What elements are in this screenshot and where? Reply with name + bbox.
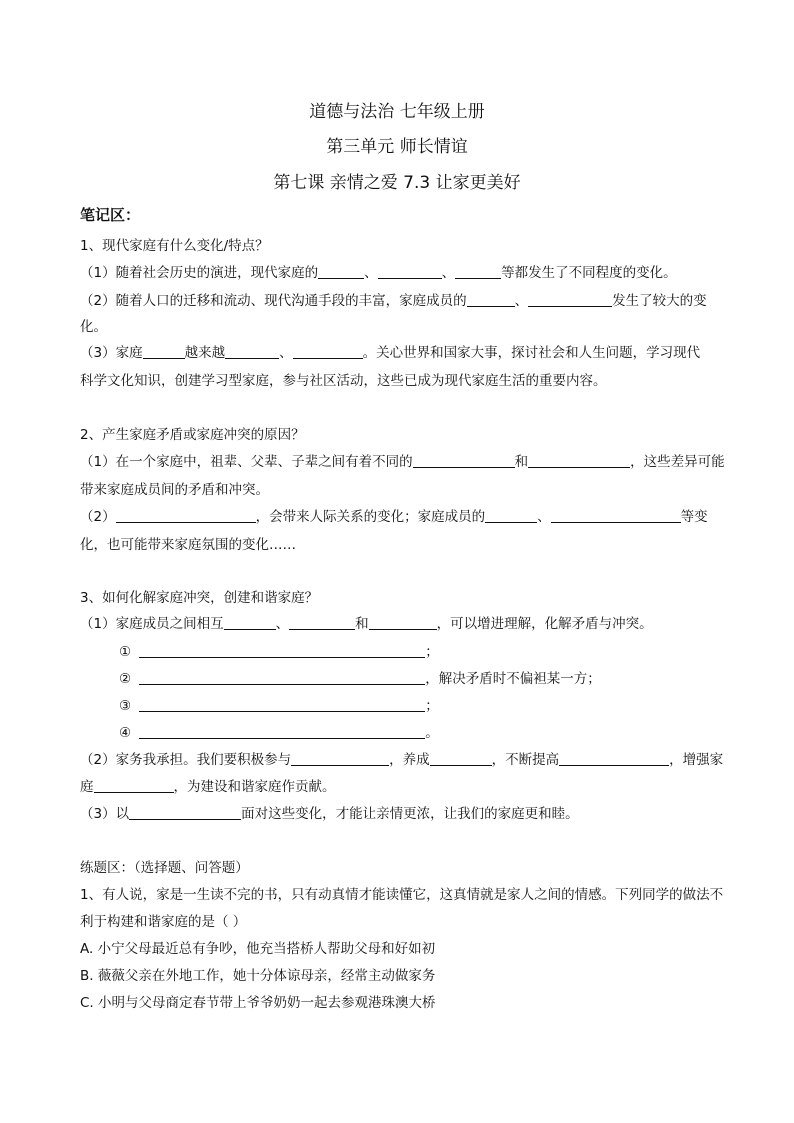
text: 面对这些变化，才能让亲情更浓，让我们的家庭更和睦。 <box>241 806 579 822</box>
q2-p1-cont: 带来家庭成员间的矛盾和冲突。 <box>80 482 269 498</box>
fill-blank[interactable] <box>139 697 425 712</box>
text: 等都发生了不同程度的变化。 <box>501 265 677 281</box>
text: ，养成 <box>389 752 430 768</box>
text: ，可以增进理解，化解矛盾与冲突。 <box>436 616 653 632</box>
q1-p3-cont: 科学文化知识，创建学习型家庭，参与社区活动，这些已成为现代家庭生活的重要内容。 <box>80 373 607 389</box>
fill-blank[interactable] <box>289 615 355 630</box>
practice-q1-cont: 利于构建和谐家庭的是（ ） <box>80 914 247 930</box>
fill-blank[interactable] <box>129 805 241 820</box>
subject-title: 道德与法治 七年级上册 <box>309 102 485 122</box>
text: 越来越 <box>184 345 226 361</box>
item-tail: ，解决矛盾时不偏袒某一方； <box>425 671 601 687</box>
text: （1）随着社会历史的演进，现代家庭的 <box>80 265 319 281</box>
fill-blank[interactable] <box>94 778 174 793</box>
text: ，为建设和谐家庭作贡献。 <box>173 779 336 795</box>
fill-blank[interactable] <box>528 292 612 307</box>
fill-blank[interactable] <box>455 264 501 279</box>
item-number: ④ <box>118 725 132 741</box>
q2-p2-cont: 化，也可能带来家庭氛围的变化…… <box>80 537 296 553</box>
q1-p1 <box>80 263 677 283</box>
fill-blank[interactable] <box>369 615 437 630</box>
option-a[interactable]: A. 小宁父母最近总有争吵，他充当搭桥人帮助父母和好如初 <box>80 941 436 957</box>
q3-title: 3、如何化解家庭冲突，创建和谐家庭？ <box>80 590 319 606</box>
fill-blank[interactable] <box>139 670 425 685</box>
option-b[interactable]: B. 薇薇父亲在外地工作，她十分体谅母亲，经常主动做家务 <box>80 968 436 984</box>
q1-p2-cont: 化。 <box>80 319 107 335</box>
fill-blank[interactable] <box>528 453 630 468</box>
fill-blank[interactable] <box>318 264 364 279</box>
fill-blank[interactable] <box>467 292 515 307</box>
item-tail: 。 <box>425 725 439 741</box>
item-number: ③ <box>118 698 132 714</box>
q1-title: 1、现代家庭有什么变化/特点？ <box>80 238 269 254</box>
comma: 、 <box>364 265 378 281</box>
q3-p2 <box>80 750 723 770</box>
text: 庭 <box>80 779 94 795</box>
text: （1）家庭成员之间相互 <box>80 616 224 632</box>
comma: 、 <box>537 509 551 525</box>
text: ，增强家 <box>669 752 724 768</box>
fill-blank[interactable] <box>559 751 669 766</box>
text: （3）以 <box>80 806 130 822</box>
item-number: ② <box>118 671 132 687</box>
q3-item-1 <box>115 642 439 662</box>
q3-item-4 <box>115 723 439 743</box>
text: ，这些差异可能 <box>630 454 725 470</box>
fill-blank[interactable] <box>225 344 279 359</box>
text: （3）家庭 <box>80 345 143 361</box>
notes-label: 笔记区： <box>80 206 141 224</box>
fill-blank[interactable] <box>293 344 363 359</box>
item-number: ① <box>118 644 132 660</box>
fill-blank[interactable] <box>139 724 425 739</box>
unit-title: 第三单元 师长情谊 <box>326 137 468 157</box>
item-tail: ； <box>425 698 439 714</box>
text: （2）随着人口的迁移和流动、现代沟通手段的丰富，家庭成员的 <box>80 293 467 309</box>
q1-p2 <box>80 291 707 311</box>
comma: 、 <box>514 293 529 309</box>
fill-blank[interactable] <box>430 751 492 766</box>
fill-blank[interactable] <box>378 264 442 279</box>
practice-q1: 1、有人说，家是一生读不完的书，只有动真情才能读懂它，这真情就是家人之间的情感。下列同学的做法不 <box>80 887 724 903</box>
fill-blank[interactable] <box>143 344 185 359</box>
q2-title: 2、产生家庭矛盾或家庭冲突的原因？ <box>80 427 305 443</box>
q1-p3 <box>80 343 700 363</box>
text: 和 <box>514 454 529 470</box>
fill-blank[interactable] <box>291 751 389 766</box>
text: （2） <box>80 509 116 525</box>
text: ，会带来人际关系的变化；家庭成员的 <box>255 509 486 525</box>
fill-blank[interactable] <box>139 643 425 658</box>
q3-item-3 <box>115 696 439 716</box>
item-tail: ； <box>425 644 439 660</box>
comma: 、 <box>275 616 290 632</box>
q3-p3 <box>80 804 579 824</box>
comma: 、 <box>279 345 293 361</box>
q3-item-2 <box>115 669 601 689</box>
q2-p1 <box>80 452 725 472</box>
comma: 、 <box>441 265 456 281</box>
text: 。关心世界和国家大事，探讨社会和人生问题，学习现代 <box>362 345 701 361</box>
practice-label: 练题区：（选择题、问答题） <box>80 860 249 876</box>
text: （1）在一个家庭中，祖辈、父辈、子辈之间有着不同的 <box>80 454 413 470</box>
fill-blank[interactable] <box>413 453 515 468</box>
fill-blank[interactable] <box>116 508 256 523</box>
q2-p2 <box>80 507 708 527</box>
q3-p2-cont <box>80 777 336 797</box>
fill-blank[interactable] <box>551 508 681 523</box>
text: 和 <box>355 616 369 632</box>
q3-p1 <box>80 614 653 634</box>
text: 发生了较大的变 <box>612 293 707 309</box>
text: 等变 <box>680 509 708 525</box>
fill-blank[interactable] <box>224 615 276 630</box>
lesson-title: 第七课 亲情之爱 7.3 让家更美好 <box>273 173 521 193</box>
option-c[interactable]: C. 小明与父母商定春节带上爷爷奶奶一起去参观港珠澳大桥 <box>80 995 436 1011</box>
text: （2）家务我承担。我们要积极参与 <box>80 752 292 768</box>
fill-blank[interactable] <box>485 508 537 523</box>
text: ，不断提高 <box>491 752 560 768</box>
